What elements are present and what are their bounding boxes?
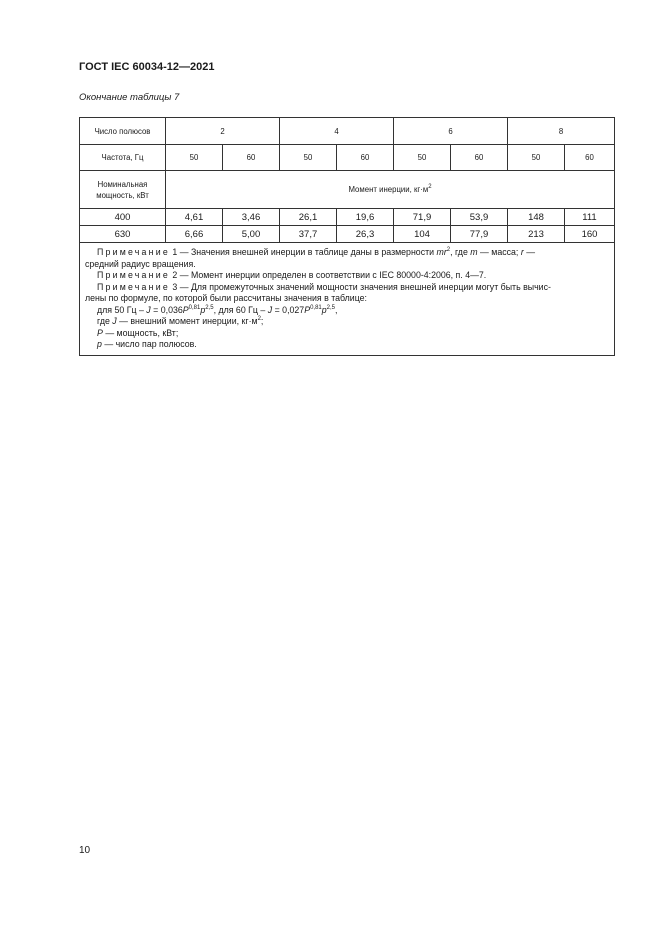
formula-text: где: [97, 316, 113, 326]
poles-label: Число полюсов: [80, 118, 166, 145]
power-label-line: Номинальная: [97, 179, 148, 189]
note-3: [85, 282, 610, 294]
symbol: m: [470, 247, 478, 257]
value-cell: 26,1: [280, 209, 337, 226]
power-label-line: мощность, кВт: [96, 190, 149, 200]
table-caption: Окончание таблицы 7: [79, 92, 180, 103]
value-cell: 104: [394, 226, 451, 243]
value-cell: 5,00: [223, 226, 280, 243]
note-text: — масса;: [477, 247, 521, 257]
note-word: Примечание: [97, 281, 170, 292]
symbol: P: [97, 327, 103, 338]
value-cell: 213: [508, 226, 565, 243]
formula-text: для 50 Гц –: [97, 304, 147, 315]
value-cell: 160: [565, 226, 615, 243]
frequency-value: 50: [280, 145, 337, 171]
note-word: Примечание: [97, 247, 170, 257]
frequency-row: [80, 145, 615, 171]
frequency-label: Частота, Гц: [80, 145, 166, 171]
value-cell: 53,9: [451, 209, 508, 226]
symbol: p: [321, 304, 327, 315]
table-notes: [80, 243, 615, 356]
symbol: P: [304, 304, 311, 315]
note-word: Примечание: [97, 270, 170, 280]
inertia-table: [79, 117, 615, 356]
notes-row: [80, 243, 615, 356]
symbol: p: [97, 339, 102, 349]
frequency-value: 60: [337, 145, 394, 171]
value-cell: 26,3: [337, 226, 394, 243]
value-cell: 148: [508, 209, 565, 226]
note-text: 1 — Значения внешней инерции в таблице даны в размерности: [169, 247, 437, 257]
frequency-value: 50: [166, 145, 223, 171]
power-definition: [85, 328, 610, 340]
inertia-label-text: Момент инерции, кг·м: [348, 185, 429, 194]
poles-value: 6: [394, 118, 508, 145]
inertia-label-sup: 2: [428, 184, 432, 190]
note-text: 3 — Для промежуточных значений мощности значения внешней инерции могут быть вычис-: [169, 281, 551, 292]
formula-text: — мощность, кВт;: [102, 327, 179, 338]
poles-value: 2: [166, 118, 280, 145]
formula-text: ;: [260, 316, 264, 326]
poles-value: 8: [508, 118, 615, 145]
value-cell: 71,9: [394, 209, 451, 226]
symbol: mr: [436, 247, 447, 257]
superscript: 2,5: [205, 304, 214, 311]
superscript: 2,5: [326, 304, 336, 311]
where-line: [85, 316, 610, 328]
superscript: 2: [446, 247, 451, 253]
note-text: , где: [450, 247, 471, 257]
table-row: [80, 226, 615, 243]
page-number: 10: [79, 845, 91, 856]
note-2: [85, 270, 610, 282]
frequency-value: 50: [394, 145, 451, 171]
table-row: [80, 209, 615, 226]
note-3-continued: лены по формуле, по которой были рассчитаны значения в таблице:: [85, 293, 367, 303]
value-cell: 19,6: [337, 209, 394, 226]
formula-text: ,: [335, 304, 338, 315]
superscript: 2: [257, 316, 261, 322]
symbol: P: [182, 304, 189, 315]
power-header-row: [80, 171, 615, 209]
symbol: J: [267, 304, 273, 315]
superscript: 0,81: [310, 304, 322, 311]
formula-text: = 0,036: [150, 304, 183, 315]
standard-header: ГОСТ IEC 60034-12—2021: [79, 61, 215, 73]
formula-line: [85, 305, 610, 317]
value-cell: 4,61: [166, 209, 223, 226]
power-cell: 400: [80, 209, 166, 226]
note-1-continued: средний радиус вращения.: [85, 258, 196, 269]
superscript: 0,81: [188, 304, 201, 311]
note-text: 2 — Момент инерции определен в соответствии с IEC 80000-4:2006, п. 4—7.: [169, 270, 487, 280]
poles-value: 4: [280, 118, 394, 145]
formula-text: , для 60 Гц –: [213, 304, 268, 315]
power-cell: 630: [80, 226, 166, 243]
note-1: [85, 247, 610, 259]
symbol: J: [112, 316, 117, 326]
formula-text: = 0,027: [272, 304, 305, 315]
symbol: J: [146, 304, 151, 315]
value-cell: 37,7: [280, 226, 337, 243]
symbol: p: [200, 304, 206, 315]
symbol: r: [520, 247, 524, 257]
formula-text: — число пар полюсов.: [101, 339, 197, 349]
frequency-value: 60: [223, 145, 280, 171]
frequency-value: 60: [565, 145, 615, 171]
power-label: [80, 171, 166, 209]
frequency-value: 60: [451, 145, 508, 171]
pole-pairs-definition: [85, 339, 610, 351]
formula-text: — внешний момент инерции, кг·м: [116, 316, 258, 326]
poles-row: [80, 118, 615, 145]
value-cell: 77,9: [451, 226, 508, 243]
value-cell: 3,46: [223, 209, 280, 226]
frequency-value: 50: [508, 145, 565, 171]
note-text: —: [523, 247, 535, 257]
value-cell: 111: [565, 209, 615, 226]
inertia-label: [166, 171, 615, 209]
value-cell: 6,66: [166, 226, 223, 243]
